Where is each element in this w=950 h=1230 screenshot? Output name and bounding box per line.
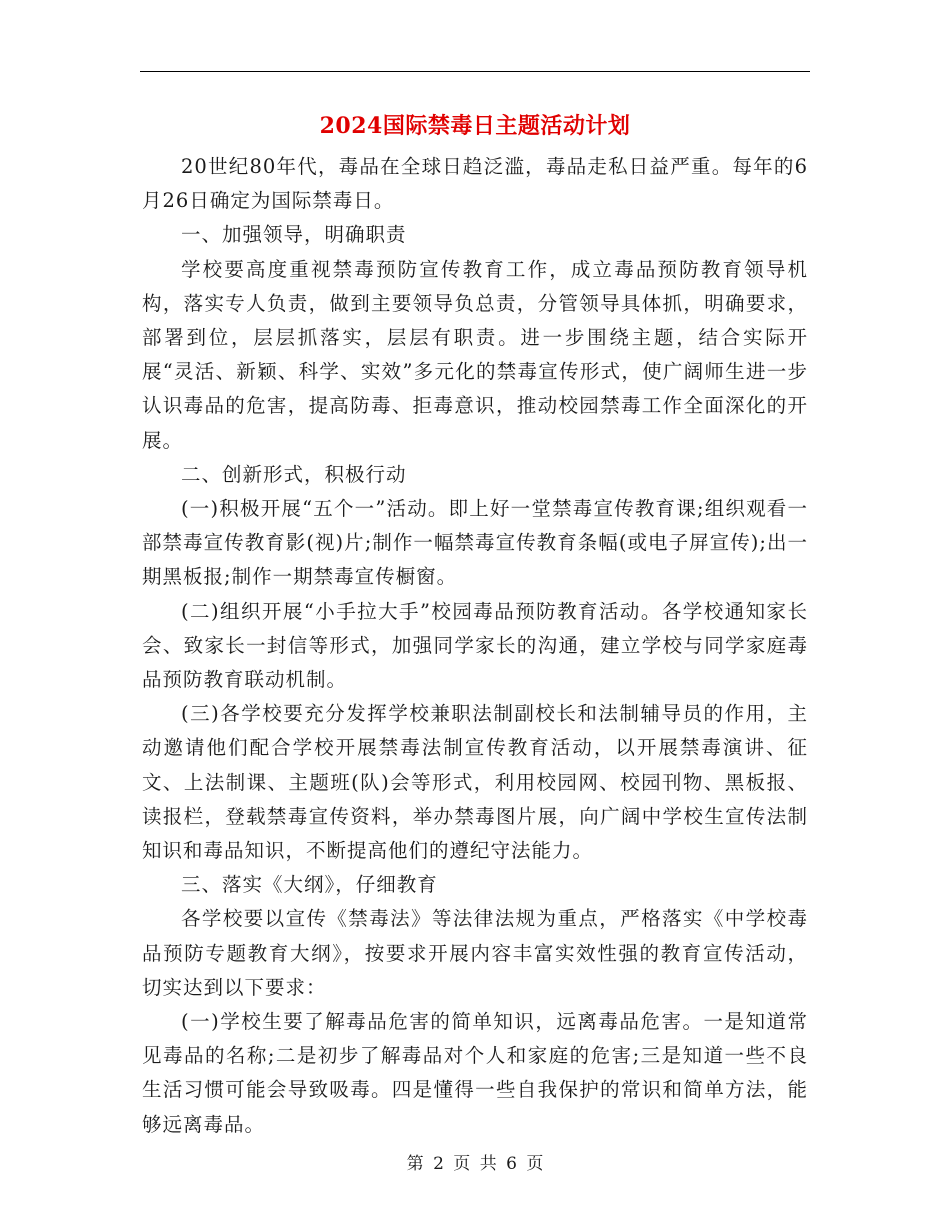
paragraph: (一)学校生要了解毒品危害的简单知识，远离毒品危害。一是知道常见毒品的名称;二是初步了解毒品对个人和家庭的危害;三是知道一些不良生活习惯可能会导致吸毒。四是懂得一些自我保护的常识和简单方法，能够远离毒品。 [142,1010,808,1136]
header-rule [140,71,810,72]
paragraph: 各学校要以宣传《禁毒法》等法律法规为重点，严格落实《中学校毒品预防专题教育大纲》，按要求开展内容丰富实效性强的教育宣传活动，切实达到以下要求： [142,907,808,999]
section-heading-3: 三、落实《大纲》，仔细教育 [181,873,438,897]
section-heading-2: 二、创新形式，积极行动 [181,462,407,486]
paragraph: 学校要高度重视禁毒预防宣传教育工作，成立毒品预防教育领导机构，落实专人负责，做到主要领导负总责，分管领导具体抓，明确要求，部署到位，层层抓落实，层层有职责。进一步围绕主题，结合实际开展“灵活、新颖、科学、实效”多元化的禁毒宣传形式，使广阔师生进一步认识毒品的危害，提高防毒、拒毒意识，推动校园禁毒工作全面深化的开展。 [142,257,808,452]
section-heading-1: 一、加强领导，明确职责 [181,223,407,247]
paragraph: (三)各学校要充分发挥学校兼职法制副校长和法制辅导员的作用，主动邀请他们配合学校开展禁毒法制宣传教育活动，以开展禁毒演讲、征文、上法制课、主题班(队)会等形式，利用校园网、校园刊物、黑板报、读报栏，登载禁毒宣传资料，举办禁毒图片展，向广阔中学校生宣传法制知识和毒品知识，不断提高他们的遵纪守法能力。 [142,702,808,863]
document-body [142,150,808,1142]
paragraph: (一)积极开展“五个一”活动。即上好一堂禁毒宣传教育课;组织观看一部禁毒宣传教育影(视)片;制作一幅禁毒宣传教育条幅(或电子屏宣传);出一期黑板报;制作一期禁毒宣传橱窗。 [142,497,808,589]
document-title: 2024国际禁毒日主题活动计划 [319,113,631,139]
page-footer: 第 2 页 共 6 页 [406,1154,544,1174]
paragraph: (二)组织开展“小手拉大手”校园毒品预防教育活动。各学校通知家长会、致家长一封信等形式，加强同学家长的沟通，建立学校与同学家庭毒品预防教育联动机制。 [142,599,808,692]
paragraph-intro: 20世纪80年代，毒品在全球日趋泛滥，毒品走私日益严重。每年的6月26日确定为国际禁毒日。 [142,155,808,213]
